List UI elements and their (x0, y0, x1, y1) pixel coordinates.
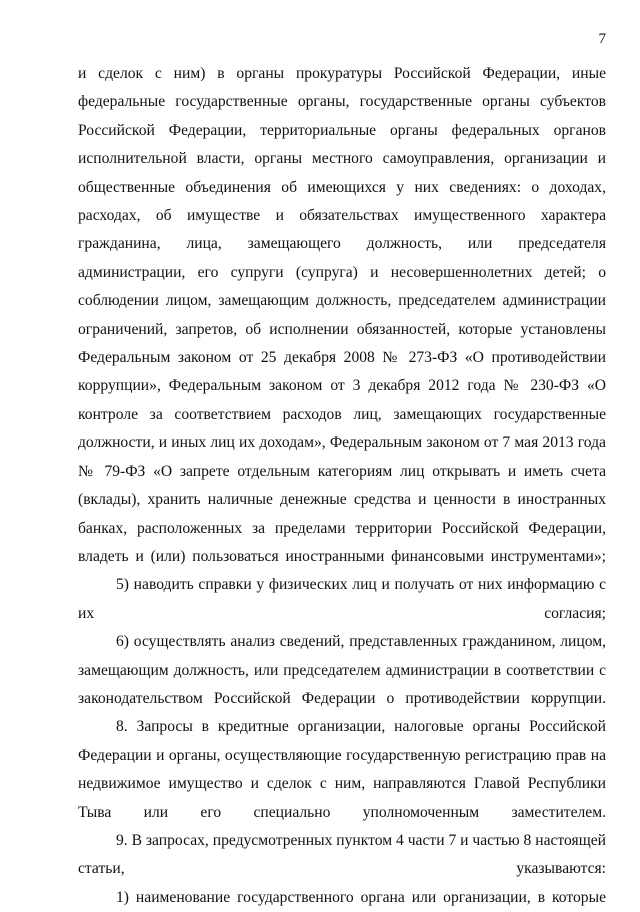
text-line: замещающих государственные должности, и иных лиц их доходам», (78, 405, 606, 452)
document-body (78, 60, 606, 912)
text-line: согласия; (544, 604, 606, 622)
text-line: замещающим должность, председателем администрации ограничений, запретов, (78, 292, 606, 338)
text-line: законодательством Российской Федерации о противодействии коррупции. (78, 689, 606, 707)
text-line: 9. В запросах, предусмотренных пунктом 4 части 7 и частью 8 настоящей (116, 831, 606, 849)
paragraph-part-8 (78, 713, 606, 827)
text-line: федеральные государственные органы, государственные органы субъектов (78, 93, 606, 111)
text-line: об исполнении обязанностей, которые установлены Федеральным законом от 25 (78, 320, 607, 367)
text-line: недвижимое имущество и сделок с ним, направляются Главой Республики Тыва (78, 775, 606, 821)
text-line: Российской Федерации, территориальные органы федеральных органов (78, 121, 606, 139)
text-line: финансовыми инструментами»; (391, 547, 606, 565)
text-line: исполнительной власти, органы местного самоуправления, организации и (78, 150, 606, 168)
text-line: замещающим должность, или председателем администрации в соответствии с (78, 661, 606, 679)
text-line: категориям лиц открывать и иметь счета (вклады), хранить наличные денежные (78, 462, 606, 509)
text-line: статьи, указываются: (78, 860, 606, 878)
text-line: 5) наводить справки у физических лиц и получать от них информацию с их (78, 576, 606, 622)
text-line: гражданина, лица, замещающего должность, или председателя администрации, (78, 235, 606, 281)
paragraph-item-6 (78, 628, 606, 713)
paragraph-part-9-item-1 (78, 884, 606, 912)
text-line: Федеральным законом от 7 мая 2013 года № 79-ФЗ «О запрете отдельным (78, 434, 606, 480)
text-line: территории Российской Федерации, владеть и (или) пользоваться иностранными (78, 519, 606, 565)
paragraph-item-5 (78, 571, 606, 628)
text-line: 1) наименование государственного органа или организации, в которые (116, 888, 606, 906)
text-line: расходах, об имуществе и обязательствах имущественного характера (78, 207, 606, 225)
text-line: или его специально уполномоченным заместителем. (143, 803, 606, 821)
text-line: общественные объединения об имеющихся у них сведениях: о доходах, (78, 178, 606, 196)
text-line: и сделок с ним) в органы прокуратуры Российской Федерации, иные (78, 65, 606, 82)
text-line: 8. Запросы в кредитные организации, налоговые органы Российской (116, 718, 606, 736)
text-line: его супруги (супруга) и несовершеннолетних детей; о соблюдении лицом, (78, 263, 606, 310)
paragraph-part-9 (78, 827, 606, 884)
text-line: 6) осуществлять анализ сведений, представленных гражданином, лицом, (116, 633, 606, 651)
text-line: Федерации и органы, осуществляющие государственную регистрацию прав на (78, 746, 606, 764)
text-line: средства и ценности в иностранных банках, расположенных за пределами (78, 491, 607, 537)
text-line: декабря 2008 № 273-ФЗ «О противодействии коррупции», Федеральным законом (78, 349, 606, 395)
page-number: 7 (598, 31, 606, 47)
text-line: от 3 декабря 2012 года № 230-ФЗ «О контроле за соответствием расходов лиц, (78, 377, 607, 423)
paragraph-continuation (78, 60, 606, 571)
